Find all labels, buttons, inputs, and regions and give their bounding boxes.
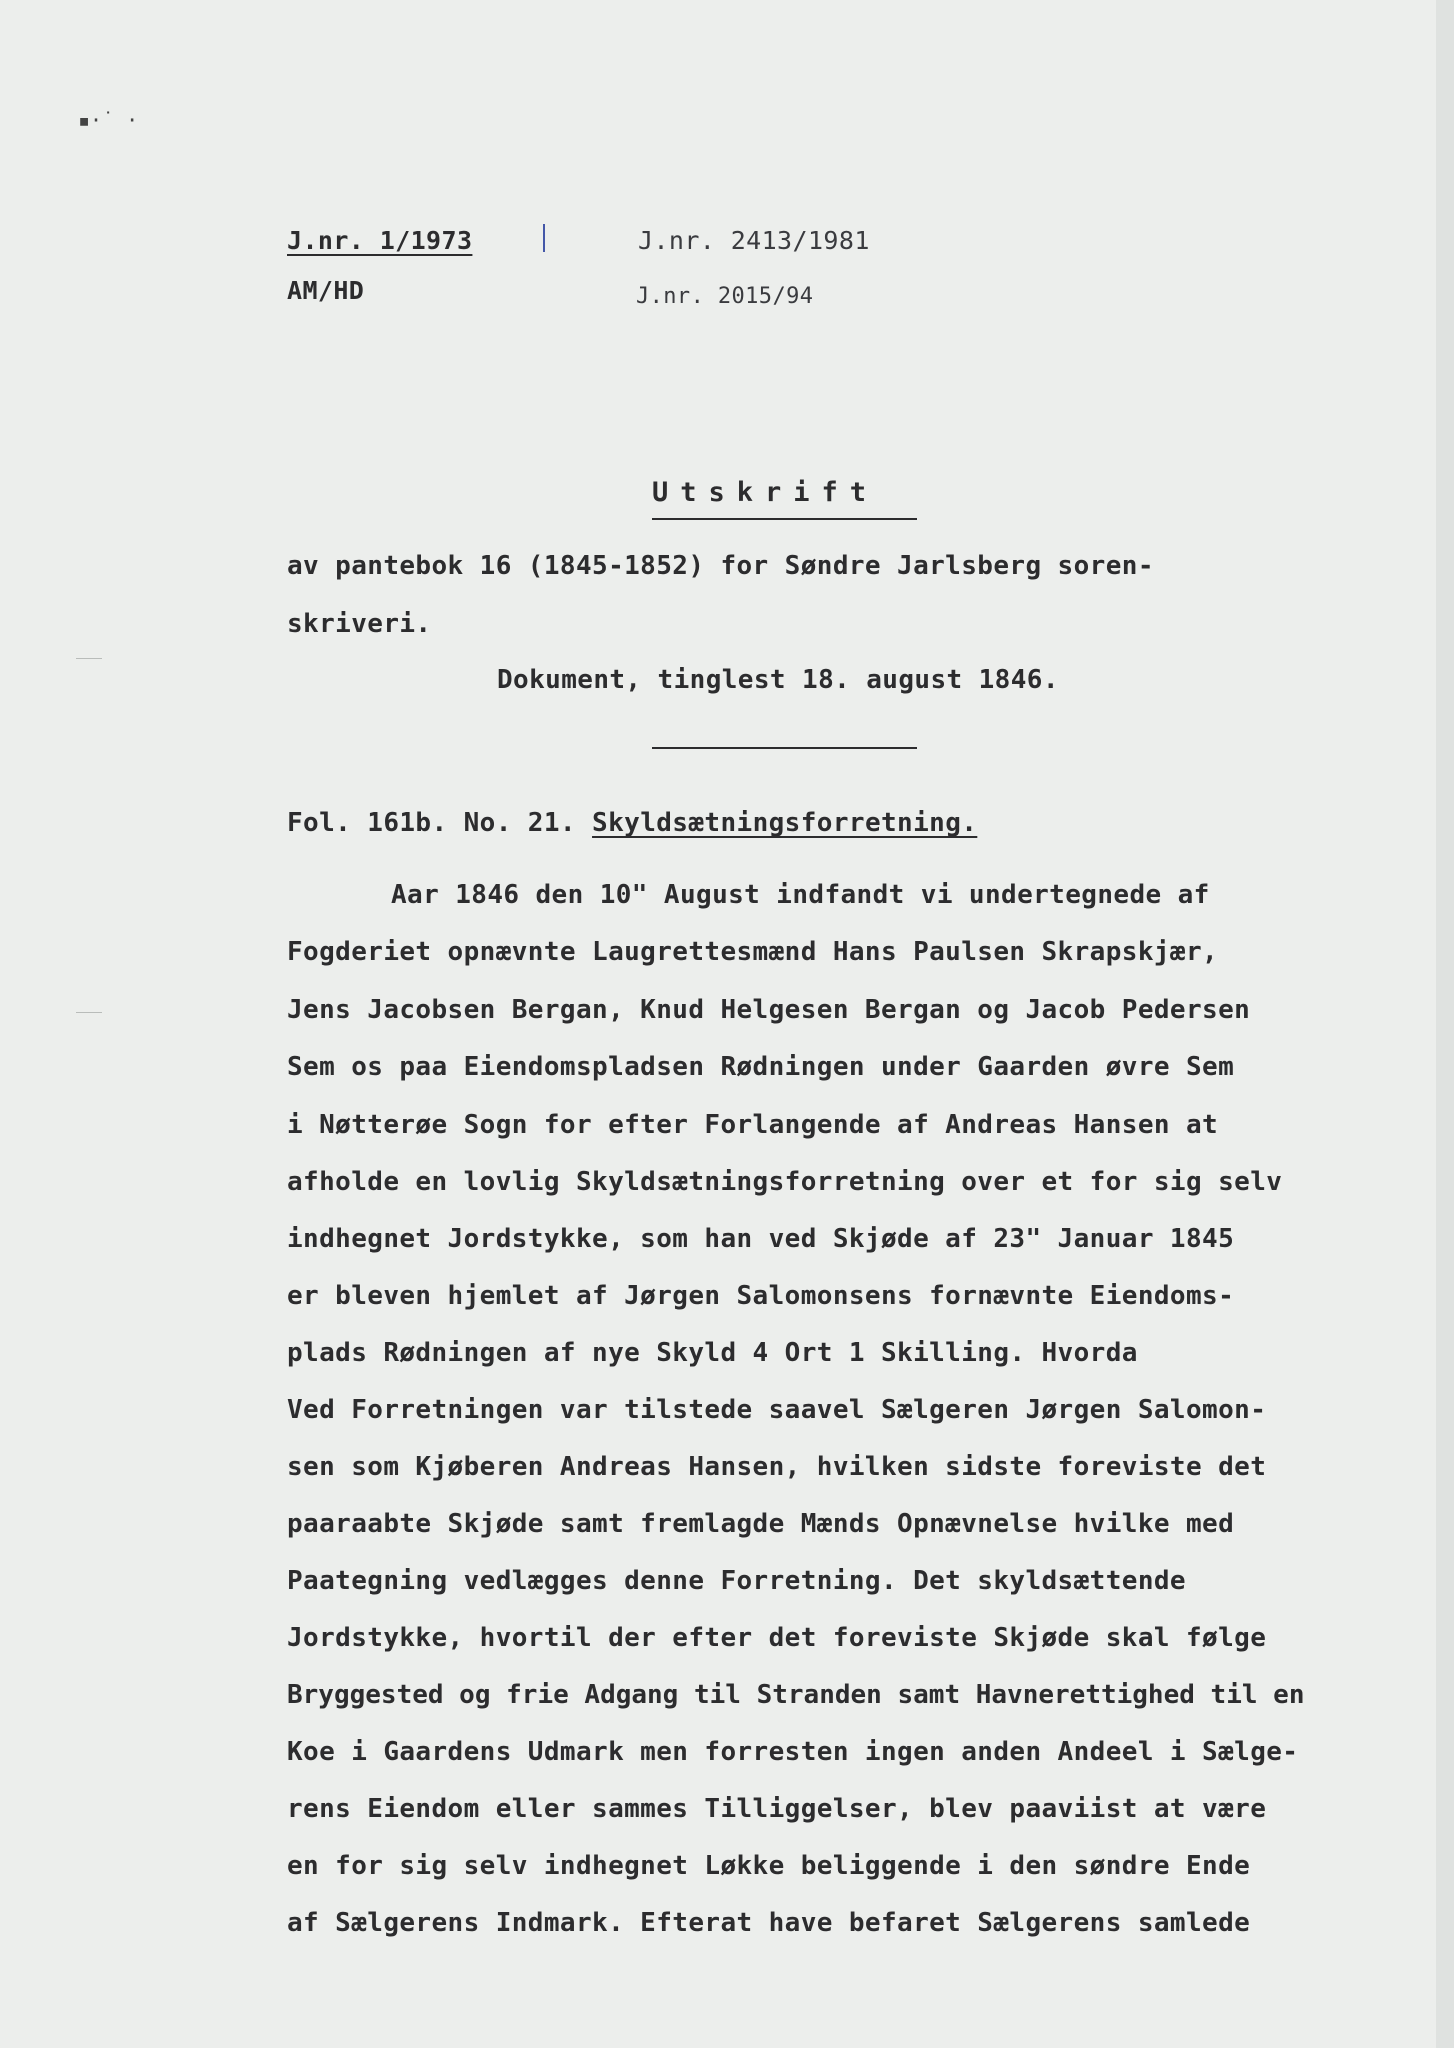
body-line: i Nøtterøe Sogn for efter Forlangende af Andreas Hansen at xyxy=(287,1110,1219,1140)
title-underline xyxy=(652,518,917,520)
body-line: en for sig selv indhegnet Løkke beliggende i den søndre Ende xyxy=(287,1851,1251,1881)
right-journal-number-2: J.nr. 2015/94 xyxy=(636,284,814,309)
body-line: Sem os paa Eiendomspladsen Rødningen under Gaarden øvre Sem xyxy=(287,1052,1235,1082)
document-title: Utskrift xyxy=(652,477,879,508)
scan-edge xyxy=(1436,0,1454,2048)
body-line: er bleven hjemlet af Jørgen Salomonsens fornævnte Eiendoms- xyxy=(287,1281,1235,1311)
pen-tick-mark xyxy=(543,224,545,252)
body-line: Koe i Gaardens Udmark men forresten ingen anden Andeel i Sælge- xyxy=(287,1737,1299,1767)
margin-mark xyxy=(76,658,102,659)
body-line: Fogderiet opnævnte Laugrettesmænd Hans Paulsen Skrapskjær, xyxy=(287,937,1219,967)
left-journal-number: J.nr. 1/1973 xyxy=(287,226,473,255)
section-divider xyxy=(652,747,917,749)
body-line: af Sælgerens Indmark. Efterat have befaret Sælgerens samlede xyxy=(287,1908,1251,1938)
scan-specks: ▪·˙ · xyxy=(78,108,139,132)
folio-reference: Fol. 161b. No. 21. xyxy=(287,808,576,838)
body-line: Jens Jacobsen Bergan, Knud Helgesen Bergan og Jacob Pedersen xyxy=(287,995,1251,1025)
margin-mark xyxy=(76,1012,102,1013)
body-line: afholde en lovlig Skyldsætningsforretning over et for sig selv xyxy=(287,1167,1283,1197)
body-line: Bryggested og frie Adgang til Stranden samt Havnerettighed til en xyxy=(287,1680,1305,1710)
initials: AM/HD xyxy=(287,276,365,305)
body-line: paaraabte Skjøde samt fremlagde Mænds Opnævnelse hvilke med xyxy=(287,1509,1235,1539)
body-line: plads Rødningen af nye Skyld 4 Ort 1 Skilling. Hvorda xyxy=(287,1338,1138,1368)
body-line: Aar 1846 den 10" August indfandt vi undertegnede af xyxy=(391,880,1210,910)
folio-heading xyxy=(287,808,977,838)
intro-line-2: skriveri. xyxy=(287,609,432,639)
body-line: indhegnet Jordstykke, som han ved Skjøde af 23" Januar 1845 xyxy=(287,1224,1235,1254)
intro-line-1: av pantebok 16 (1845-1852) for Søndre Jarlsberg soren- xyxy=(287,551,1154,581)
body-line: Ved Forretningen var tilstede saavel Sælgeren Jørgen Salomon- xyxy=(287,1395,1267,1425)
intro-line-3: Dokument, tinglest 18. august 1846. xyxy=(497,665,1059,695)
body-line: Paategning vedlægges denne Forretning. Det skyldsættende xyxy=(287,1566,1186,1596)
body-line: sen som Kjøberen Andreas Hansen, hvilken sidste foreviste det xyxy=(287,1452,1267,1482)
folio-title: Skyldsætningsforretning. xyxy=(592,808,978,838)
right-journal-number-1: J.nr. 2413/1981 xyxy=(638,226,870,255)
body-line: rens Eiendom eller sammes Tilliggelser, blev paaviist at være xyxy=(287,1794,1267,1824)
body-line: Jordstykke, hvortil der efter det foreviste Skjøde skal følge xyxy=(287,1623,1267,1653)
